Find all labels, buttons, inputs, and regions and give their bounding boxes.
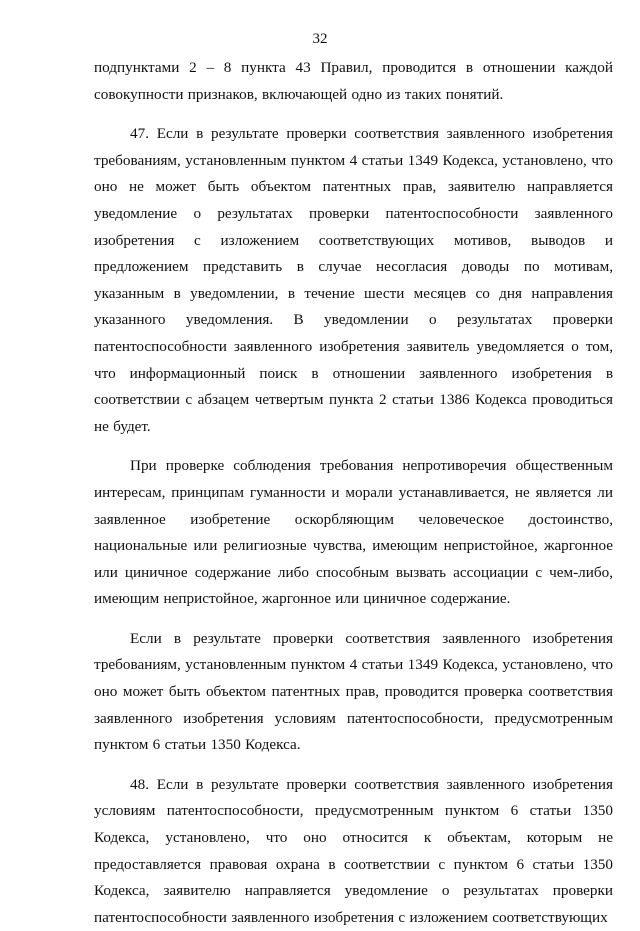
paragraph-continuation: подпунктами 2 – 8 пункта 43 Правил, проводится в отношении каждой совокупности признаков, включающей одно из таких понятий. (94, 59, 613, 103)
paragraph-item-47: 47. Если в результате проверки соответствия заявленного изобретения требованиям, установленным пунктом 4 статьи 1349 Кодекса, установлено, что оно не может быть объектом патентных прав, заявителю направляется уведомление о результатах проверки патентоспособности заявленного изобретения с изложением соответствующих мотивов, выводов и предложением представить в случае несогласия доводы по мотивам, указанным в уведомлении, в течение шести месяцев со дня направления указанного уведомления. В уведомлении о результатах проверки патентоспособности заявленного изобретения заявитель уведомляется о том, что информационный поиск в отношении заявленного изобретения в соответствии с абзацем четвертым пункта 2 статьи 1386 Кодекса проводиться не будет. (94, 125, 613, 435)
paragraph-item-48: 48. Если в результате проверки соответствия заявленного изобретения условиям патентоспособности, предусмотренным пунктом 6 статьи 1350 Кодекса, установлено, что оно относится к объектам, которым не предоставляется правовая охрана в соответствии с пунктом 6 статьи 1350 Кодекса, заявителю направляется уведомление о результатах проверки патентоспособности заявленного изобретения с изложением соответствующих (94, 775, 613, 926)
document-body (94, 55, 613, 931)
page-number: 32 (312, 31, 328, 47)
paragraph-public-interest-check: При проверке соблюдения требования непротиворечия общественным интересам, принципам гуманности и морали устанавливается, не является ли заявленное изобретение оскорбляющим человеческое достоинство, национальные или религиозные чувства, имеющим непристойное, жаргонное или циничное содержание либо способным вызвать ассоциации с чем-либо, имеющим непристойное, жаргонное или циничное содержание. (94, 457, 613, 608)
paragraph-patentability-check: Если в результате проверки соответствия заявленного изобретения требованиям, установленным пунктом 4 статьи 1349 Кодекса, установлено, что оно может быть объектом патентных прав, проводится проверка соответствия заявленного изобретения условиям патентоспособности, предусмотренным пунктом 6 статьи 1350 Кодекса. (94, 629, 613, 754)
